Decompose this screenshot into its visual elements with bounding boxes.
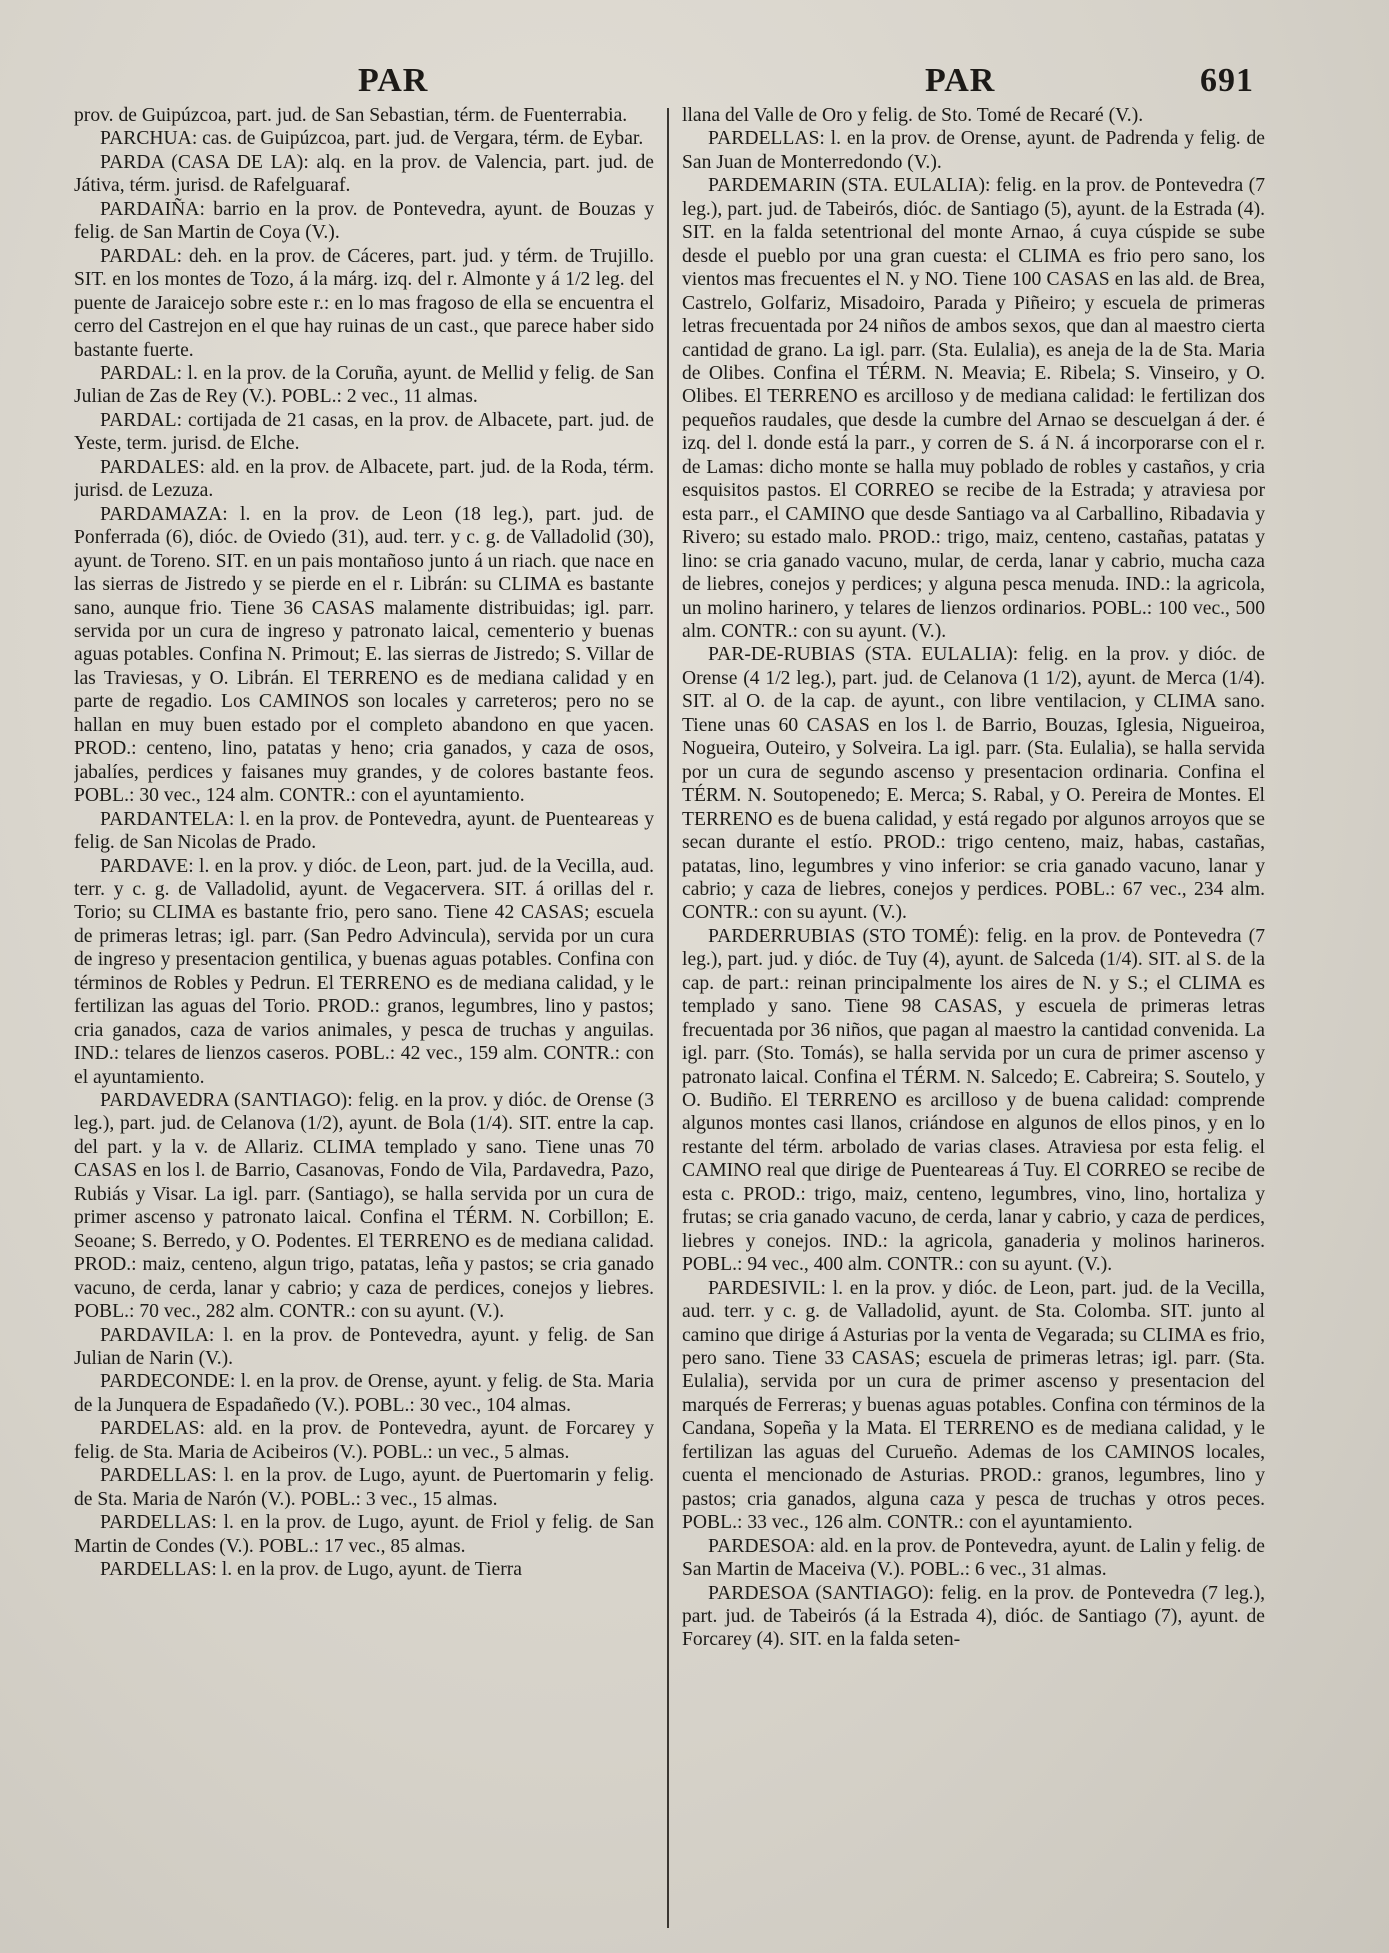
entry-text: PARDESOA: ald. en la prov. de Pontevedra, ayunt. de Lalin y felig. de San Martin de Maceiva (V.). POBL.: 6 vec., 31 almas. [682, 1535, 1265, 1581]
entry-text: PARCHUA: cas. de Guipúzcoa, part. jud. de Vergara, térm. de Eybar. [100, 128, 644, 150]
entry-text: PARDAMAZA: l. en la prov. de Leon (18 leg.), part. jud. de Ponferrada (6), dióc. de Oviedo (31), aud. terr. y c. g. de Valladolid (30), ayunt. de Toreno. SIT. en un pais montañoso junto á un riach. que nace en las sierras de Jistredo y se pierde en el r. Librán: su CLIMA es bastante sano, aunque frio. Tiene 36 CASAS malamente distribuidas; igl. parr. servida por un cura de ingreso y patronato laical, cementerio y buenas aguas potables. Confina N. Primout; E. las sierras de Jistredo; S. Villar de las Traviesas, y O. Librán. El TERRENO es de mediana calidad y en parte de regadio. Los CAMINOS son locales y carreteros; pero no se hallan en muy buen estado por el completo abandono en que yacen. PROD.: centeno, lino, patatas y heno; cria ganados, y caza de osos, jabalíes, perdices y faisanes muy grandes, y de colores bastante feos. POBL.: 30 vec., 124 alm. CONTR.: con el ayuntamiento. [74, 503, 654, 807]
entry-text: PARDELAS: ald. en la prov. de Pontevedra, ayunt. de Forcarey y felig. de Sta. Maria de Acibeiros (V.). POBL.: un vec., 5 almas. [74, 1418, 654, 1463]
entry-text: PARDESOA (SANTIAGO): felig. en la prov. de Pontevedra (7 leg.), part. jud. de Tabeirós (á la Estrada 4), dióc. de Santiago (7), ayunt. de Forcarey (4). SIT. en la falda seten- [682, 1582, 1265, 1651]
entry-text: llana del Valle de Oro y felig. de Sto. Tomé de Recaré (V.). [682, 105, 1144, 126]
entry-text: PARDAL: deh. en la prov. de Cáceres, part. jud. y térm. de Trujillo. SIT. en los montes de Tozo, á la márg. izq. del r. Almonte y á 1/2 leg. del puente de Jaraicejo sobre este r.: en lo mas fragoso de ella se encuentra el cerro del Castrejon en el que hay ruinas de un cast., que parece haber sido bastante fuerte. [74, 245, 654, 361]
entry-text: PARDAL: cortijada de 21 casas, en la prov. de Albacete, part. jud. de Yeste, term. jurisd. de Elche. [74, 409, 654, 455]
page-number: 691 [1200, 62, 1254, 99]
entry-text: PARDANTELA: l. en la prov. de Pontevedra, ayunt. de Puenteareas y felig. de San Nicolas de Prado. [74, 808, 654, 854]
entry-text: PARDESIVIL: l. en la prov. y dióc. de Leon, part. jud. de la Vecilla, aud. terr. y c. g. de Valladolid, ayunt. de Sta. Colomba. SIT. junto al camino que dirige á Asturias por la venta de Vegarada; su CLIMA es frio, pero sano. Tiene 33 CASAS; escuela de primeras letras; igl. parr. (Sta. Eulalia), servida por un cura de primer ascenso y presentacion del marqués de Ferreras; y buenas aguas potables. Confina con términos de la Candana, Sopeña y la Mata. El TERRENO es de mediana calidad, y le fertilizan las aguas del Curueño. Ademas de los CAMINOS locales, cuenta el mencionado de Asturias. PROD.: granos, legumbres, lino y pastos; cria ganados, alguna caza y pesca de truchas y otros peces. POBL.: 33 vec., 126 alm. CONTR.: con el ayuntamiento. [682, 1277, 1265, 1534]
entry-text: PARDECONDE: l. en la prov. de Orense, ayunt. y felig. de Sta. Maria de la Junquera de Espadañedo (V.). POBL.: 30 vec., 104 almas. [74, 1371, 654, 1416]
entry-text: PARDELLAS: l. en la prov. de Orense, ayunt. de Padrenda y felig. de San Juan de Monterredondo (V.). [682, 128, 1265, 173]
entry-text: PARDELLAS: l. en la prov. de Lugo, ayunt. de Puertomarin y felig. de Sta. Maria de Narón (V.). POBL.: 3 vec., 15 almas. [74, 1465, 654, 1510]
right-column [682, 104, 1265, 1934]
running-head-right: PAR [925, 62, 996, 99]
entry-text: PARDAVEDRA (SANTIAGO): felig. en la prov. y dióc. de Orense (3 leg.), part. jud. de Celanova (1/2), ayunt. de Bola (1/4). SIT. entre la cap. del part. y la v. de Allariz. CLIMA templado y sano. Tiene unas 70 CASAS en los l. de Barrio, Casanovas, Fondo de Vila, Pardavedra, Pazo, Rubiás y Visar. La igl. parr. (Santiago), se halla servida por un cura de primer ascenso y patronato laical. Confina el TÉRM. N. Corbillon; E. Seoane; S. Berredo, y O. Podentes. El TERRENO es de mediana calidad. PROD.: maiz, centeno, algun trigo, patatas, leña y pastos; se cria ganado vacuno, de cerda, lanar y cabrio; y caza de perdices, conejos y liebres. POBL.: 70 vec., 282 alm. CONTR.: con su ayunt. (V.). [74, 1090, 654, 1323]
entry-text: PARDERRUBIAS (STO TOMÉ): felig. en la prov. de Pontevedra (7 leg.), part. jud. y dióc. de Tuy (4), ayunt. de Salceda (1/4). SIT. al S. de la cap. de part.: reinan principalmente los aires de N. y S.; el CLIMA es templado y sano. Tiene 98 CASAS, y escuela de primeras letras frecuentada por 36 niños, que pagan al maestro la cantidad convenida. La igl. parr. (Sto. Tomás), se halla servida por un cura de primer ascenso y patronato laical. Confina el TÉRM. N. Salcedo; E. Cabreira; S. Soutelo, y O. Budiño. El TERRENO es arcilloso y de buena calidad: comprende algunos montes casi llanos, criándose en algunos de ellos pinos, y en lo restante del térm. arbolado de varias clases. Atraviesa por esta felig. el CAMINO real que dirige de Puenteareas á Tuy. El CORREO se recibe de esta c. PROD.: trigo, maiz, centeno, legumbres, vino, lino, hortaliza y frutas; se cria ganado vacuno, de cerda, lanar y cabrio, y caza de perdices, liebres y conejos. IND.: la agricola, ganaderia y molinos harineros. POBL.: 94 vec., 400 alm. CONTR.: con su ayunt. (V.). [682, 925, 1265, 1276]
left-column [74, 104, 654, 1934]
entry-text: PARDAVE: l. en la prov. y dióc. de Leon, part. jud. de la Vecilla, aud. terr. y c. g. de Valladolid, ayunt. de Vegacervera. SIT. á orillas del r. Torio; su CLIMA es bastante frio, pero sano. Tiene 42 CASAS; escuela de primeras letras; igl. parr. (San Pedro Advincula), servida por un cura de ingreso y presentacion gentilica, y buenas aguas potables. Confina con términos de Robles y Pedrun. El TERRENO es de mediana calidad, y le fertilizan las aguas del Torio. PROD.: granos, legumbres, lino y pastos; cria ganados, caza de varios animales, y pesca de truchas y anguilas. IND.: telares de lienzos caseros. POBL.: 42 vec., 159 alm. CONTR.: con el ayuntamiento. [74, 855, 654, 1088]
entry-text: PARDALES: ald. en la prov. de Albacete, part. jud. de la Roda, térm. jurisd. de Lezuza. [74, 456, 654, 502]
column-divider [667, 108, 669, 1928]
entry-text: PARDAL: l. en la prov. de la Coruña, ayunt. de Mellid y felig. de San Julian de Zas de Rey (V.). POBL.: 2 vec., 11 almas. [74, 362, 654, 408]
entry-text: prov. de Guipúzcoa, part. jud. de San Sebastian, térm. de Fuenterrabia. [74, 105, 628, 126]
entry-text: PARDA (CASA DE LA): alq. en la prov. de Valencia, part. jud. de Játiva, térm. jurisd. de Rafelguaraf. [74, 151, 654, 197]
entry-text: PARDAIÑA: barrio en la prov. de Pontevedra, ayunt. de Bouzas y felig. de San Martin de Coya (V.). [74, 198, 654, 244]
entry-text: PAR-DE-RUBIAS (STA. EULALIA): felig. en la prov. y dióc. de Orense (4 1/2 leg.), part. jud. de Celanova (1 1/2), ayunt. de Merca (1/4). SIT. al O. de la cap. de ayunt., con libre ventilacion, y CLIMA sano. Tiene unas 60 CASAS en los l. de Barrio, Bouzas, Iglesia, Nigueiroa, Nogueira, Outeiro, y Solveira. La igl. parr. (Sta. Eulalia), se halla servida por un cura de segundo ascenso y presentacion ordinaria. Confina el TÉRM. N. Soutopenedo; E. Merca; S. Rabal, y O. Pereira de Montes. El TERRENO es de buena calidad, y está regado por algunos arroyos que se secan durante el estío. PROD.: trigo centeno, maiz, habas, castañas, patatas, lino, legumbres y vino inferior: se cria ganado vacuno, lanar y cabrio; y caza de liebres, conejos y perdices. POBL.: 67 vec., 234 alm. CONTR.: con su ayunt. (V.). [682, 644, 1265, 924]
running-head-left: PAR [358, 62, 429, 99]
entry-text: PARDELLAS: l. en la prov. de Lugo, ayunt. de Friol y felig. de San Martin de Condes (V.). POBL.: 17 vec., 85 almas. [74, 1512, 654, 1557]
entry-text: PARDELLAS: l. en la prov. de Lugo, ayunt. de Tierra [100, 1559, 522, 1581]
entry-text: PARDEMARIN (STA. EULALIA): felig. en la prov. de Pontevedra (7 leg.), part. jud. de Tabeirós, dióc. de Santiago (5), ayunt. de la Estrada (4). SIT. en la falda setentrional del monte Arnao, á cuya cúspide se sube desde el pueblo por una gran cuesta: el CLIMA es frio pero sano, los vientos mas frecuentes el N. y NO. Tiene 100 CASAS en las ald. de Brea, Castrelo, Golfariz, Misadoiro, Parada y Piñeiro; y escuela de primeras letras frecuentada por 24 niños de ambos sexos, que dan al maestro cierta cantidad de grano. La igl. parr. (Sta. Eulalia), es aneja de la de Sta. Maria de Olibes. Confina el TÉRM. N. Meavia; E. Ribela; S. Vinseiro, y O. Olibes. El TERRENO es arcilloso y de mediana calidad: le fertilizan dos pequeños raudales, que desde la cumbre del Arnao se descuelgan á der. é izq. del l. donde está la parr., y corren de S. á N. á incorporarse con el r. de Lamas: dicho monte se halla muy poblado de robles y castaños, y cria esquisitos pastos. El CORREO se recibe de la Estrada; y atraviesa por esta parr., el CAMINO que desde Santiago va al Carballino, Ribadavia y Rivero; su estado malo. PROD.: trigo, maiz, centeno, castañas, patatas y lino: se cria ganado vacuno, mular, de cerda, lanar y cabrio, mucha caza de liebres, conejos y perdices; y alguna pesca menuda. IND.: la agricola, un molino harinero, y telares de lienzos ordinarios. POBL.: 100 vec., 500 alm. CONTR.: con su ayunt. (V.). [682, 175, 1265, 642]
entry-text: PARDAVILA: l. en la prov. de Pontevedra, ayunt. y felig. de San Julian de Narin (V.). [74, 1324, 654, 1370]
